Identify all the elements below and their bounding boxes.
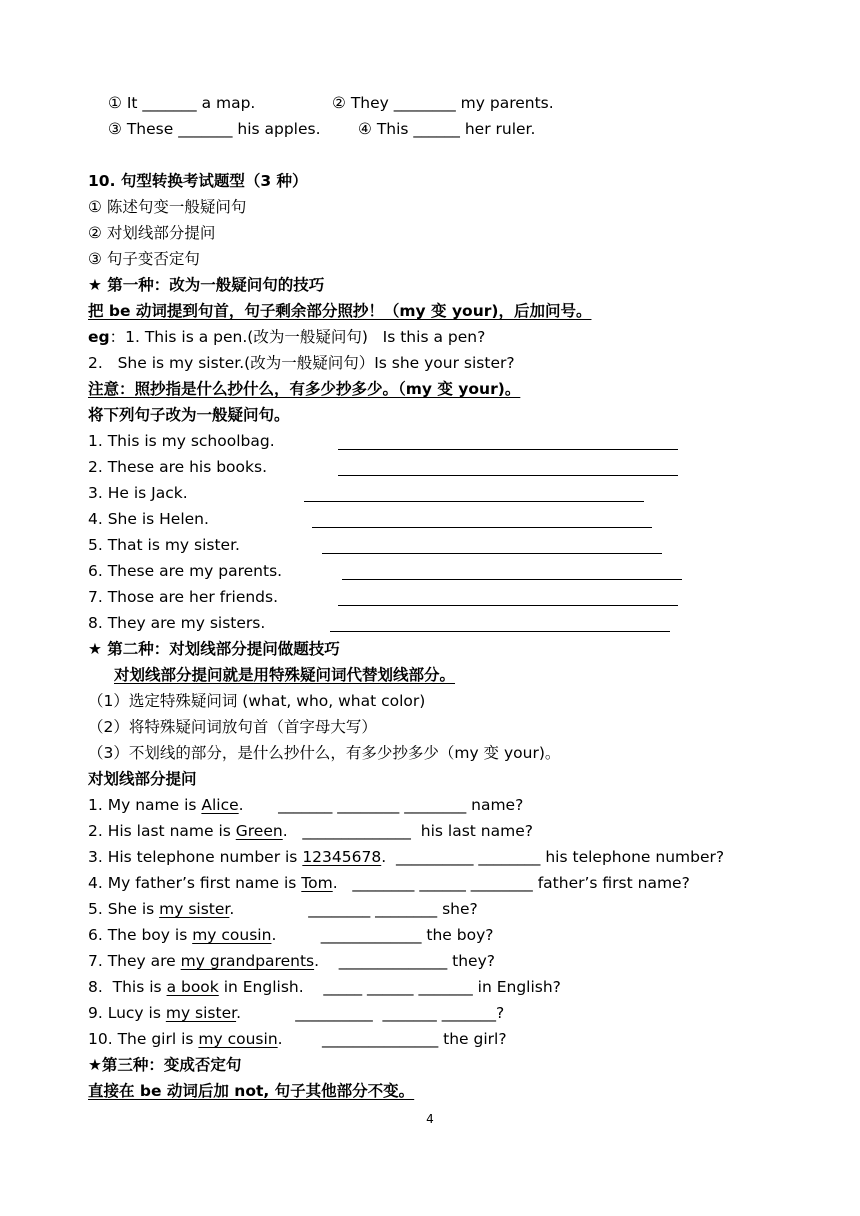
underlined-part: my sister	[159, 900, 230, 918]
type2-heading: ★ 第二种：对划线部分提问做题技巧	[88, 640, 340, 658]
question-item: 7. They are my grandparents. ______________ they?	[88, 952, 495, 970]
section-title: 10. 句型转换考试题型（3 种）	[88, 172, 308, 190]
question-type-item: ① 陈述句变一般疑问句	[88, 198, 247, 216]
type3-heading: ★第三种：变成否定句	[88, 1056, 242, 1074]
type3-rule: 直接在 be 动词后加 not, 句子其他部分不变。	[88, 1082, 415, 1100]
exercise-sentence: 1. This is my schoolbag.	[88, 432, 275, 450]
exercise-sentence: 8. They are my sisters.	[88, 614, 266, 632]
type1-heading: ★ 第一种：改为一般疑问句的技巧	[88, 276, 325, 294]
exercise-sentence: 6. These are my parents.	[88, 562, 283, 580]
underlined-part: my cousin	[192, 926, 272, 944]
type2-rule: 对划线部分提问就是用特殊疑问词代替划线部分。	[114, 666, 456, 684]
exercise-sentence: 7. Those are her friends.	[88, 588, 279, 606]
question-item: 4. My father’s first name is Tom. ________ ______ ________ father’s first name?	[88, 874, 690, 892]
underlined-part: Green	[235, 822, 283, 840]
page-number: 4	[426, 1112, 434, 1126]
step-item: （1）选定特殊疑问词 (what, who, what color)	[88, 692, 426, 710]
step-item: （3）不划线的部分，是什么抄什么，有多少抄多少（my 变 your)。	[88, 744, 561, 762]
answer-line[interactable]	[304, 501, 644, 502]
exercise-sentence: 4. She is Helen.	[88, 510, 209, 528]
question-item: 2. His last name is Green. ______________ his last name?	[88, 822, 533, 840]
underlined-part: 12345678	[302, 848, 382, 866]
answer-line[interactable]	[338, 605, 678, 606]
question-item: 6. The boy is my cousin. _____________ the boy?	[88, 926, 494, 944]
example-label: eg	[88, 328, 110, 346]
underlined-part: my sister	[165, 1004, 237, 1022]
question-item: 1. My name is Alice. _______ ________ ________ name?	[88, 796, 524, 814]
answer-line[interactable]	[338, 475, 678, 476]
fill-blank-item: ① It _______ a map.	[108, 94, 256, 112]
question-type-item: ② 对划线部分提问	[88, 224, 216, 242]
fill-blank-item: ④ This ______ her ruler.	[358, 120, 536, 138]
question-item: 5. She is my sister. ________ ________ she?	[88, 900, 478, 918]
exercise-sentence: 5. That is my sister.	[88, 536, 240, 554]
question-type-item: ③ 句子变否定句	[88, 250, 200, 268]
step-item: （2）将特殊疑问词放句首（首字母大写）	[88, 718, 377, 736]
underlined-part: my grandparents	[180, 952, 315, 970]
answer-line[interactable]	[322, 553, 662, 554]
example-line	[88, 326, 485, 348]
underlined-part: Alice	[201, 796, 239, 814]
question-item: 10. The girl is my cousin. _______________ the girl?	[88, 1030, 507, 1048]
fill-blank-item: ③ These _______ his apples.	[108, 120, 321, 138]
example-1: ：1. This is a pen.(改为一般疑问句) Is this a pen?	[109, 328, 486, 346]
type1-rule: 把 be 动词提到句首，句子剩余部分照抄！（my 变 your)，后加问号。	[88, 302, 592, 320]
answer-line[interactable]	[338, 449, 678, 450]
type1-note: 注意：照抄指是什么抄什么，有多少抄多少。（my 变 your)。	[88, 380, 521, 398]
question-item: 8. This is a book in English. _____ ______ _______ in English?	[88, 978, 561, 996]
exercise-sentence: 2. These are his books.	[88, 458, 267, 476]
exercise-title: 对划线部分提问	[88, 770, 197, 788]
exercise-title: 将下列句子改为一般疑问句。	[88, 406, 290, 424]
answer-line[interactable]	[342, 579, 682, 580]
answer-line[interactable]	[312, 527, 652, 528]
example-2: 2. She is my sister.(改为一般疑问句）Is she your sister?	[88, 354, 515, 372]
underlined-part: a book	[166, 978, 219, 996]
answer-line[interactable]	[330, 631, 670, 632]
question-item: 9. Lucy is my sister. __________ _______ _______?	[88, 1004, 505, 1022]
underlined-part: Tom	[301, 874, 333, 892]
underlined-part: my cousin	[198, 1030, 278, 1048]
exercise-sentence: 3. He is Jack.	[88, 484, 188, 502]
fill-blank-item: ② They ________ my parents.	[332, 94, 554, 112]
question-item: 3. His telephone number is 12345678. __________ ________ his telephone number?	[88, 848, 725, 866]
